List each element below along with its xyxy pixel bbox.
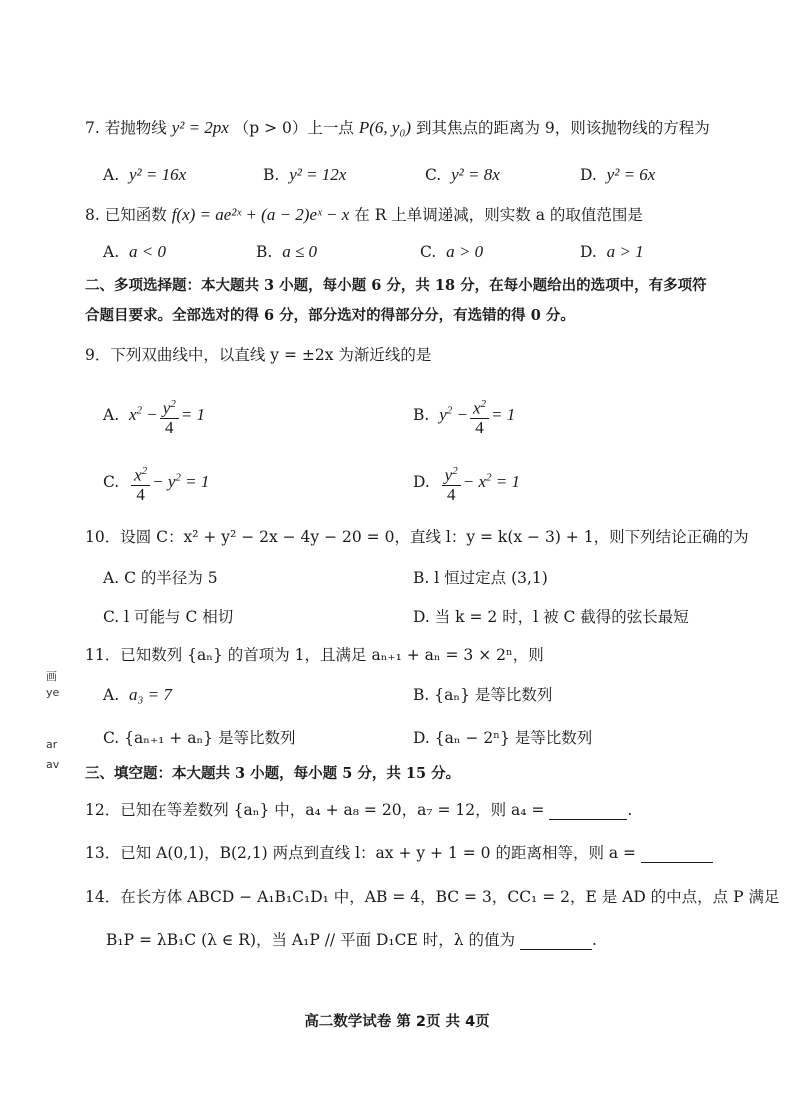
- question-12: 12．已知在等差数列 {aₙ} 中，a₄ + a₈ = 20，a₇ = 12，则 a₄ = .: [85, 801, 633, 819]
- answer-blank-13[interactable]: [641, 848, 713, 863]
- question-9-stem: 9．下列双曲线中，以直线 y = ±2x 为渐近线的是: [85, 346, 432, 364]
- q10-option-b: B. l 恒过定点 (3,1): [413, 569, 548, 587]
- margin-mark: 画: [46, 670, 57, 683]
- q8-option-c: C. a > 0: [420, 242, 484, 261]
- q11-option-d: D. {aₙ − 2ⁿ} 是等比数列: [413, 729, 593, 747]
- q9-option-c: C. $\frac{x^2}{4}$ − $y^2 = 1$: [103, 462, 209, 504]
- question-13: 13．已知 A(0,1)，B(2,1) 两点到直线 l：ax + y + 1 = 0 的距离相等，则 a =: [85, 843, 713, 863]
- q10-option-a: A. C 的半径为 5: [103, 569, 218, 587]
- section-2-heading: 二、多项选择题：本大题共 3 小题，每小题 6 分，共 18 分，在每小题给出的选项中，有多项符: [85, 277, 707, 294]
- question-8-stem: 8. 已知函数 f(x) = ae²ˣ + (a − 2)eˣ − x 在 R 上单调递减，则实数 a 的取值范围是: [85, 205, 643, 224]
- section-2-instructions: 合题目要求。全部选对的得 6 分，部分选对的得部分分，有选错的得 0 分。: [85, 307, 575, 324]
- q11-option-a: A. a₃ = 7: [103, 685, 172, 704]
- q8-option-d: D. a > 1: [580, 242, 644, 261]
- q9-option-d: D. $\frac{y^2}{4}$ − $x^2 = 1$: [413, 462, 520, 504]
- q7-option-d: D. y² = 6x: [580, 165, 656, 184]
- q9-option-a: A. $x^2$ − $\frac{y^2}{4}$ = 1: [103, 395, 205, 437]
- question-11-stem: 11．已知数列 {aₙ} 的首项为 1，且满足 aₙ₊₁ + aₙ = 3 × 2ⁿ，则: [85, 646, 544, 664]
- margin-mark: ar: [46, 738, 58, 751]
- question-7-stem: 7. 若抛物线 y² = 2px （p > 0）上一点 P(6, y₀) 到其焦点的距离为 9，则该抛物线的方程为: [85, 118, 710, 137]
- answer-blank-14[interactable]: [520, 935, 592, 950]
- answer-blank-12[interactable]: [549, 805, 627, 820]
- q7-option-c: C. y² = 8x: [425, 165, 500, 184]
- q10-option-d: D. 当 k = 2 时，l 被 C 截得的弦长最短: [413, 608, 689, 626]
- margin-mark: av: [46, 758, 60, 771]
- q8-option-b: B. a ≤ 0: [256, 242, 318, 261]
- page-footer: 高二数学试卷 第 2页 共 4页: [304, 1014, 490, 1030]
- q9-option-b: B. $y^2$ − $\frac{x^2}{4}$ = 1: [413, 395, 515, 437]
- question-14-line2: B₁P = λB₁C (λ ∈ R)，当 A₁P // 平面 D₁CE 时，λ 的值为 .: [106, 931, 597, 949]
- section-3-heading: 三、填空题：本大题共 3 小题，每小题 5 分，共 15 分。: [85, 765, 461, 782]
- q11-option-b: B. {aₙ} 是等比数列: [413, 686, 553, 704]
- q11-option-c: C. {aₙ₊₁ + aₙ} 是等比数列: [103, 729, 296, 747]
- question-10-stem: 10．设圆 C：x² + y² − 2x − 4y − 20 = 0，直线 l：y = k(x − 3) + 1，则下列结论正确的为: [85, 528, 749, 546]
- q8-option-a: A. a < 0: [103, 242, 166, 261]
- question-14-line1: 14．在长方体 ABCD − A₁B₁C₁D₁ 中，AB = 4，BC = 3，CC₁ = 2，E 是 AD 的中点，点 P 满足: [85, 888, 780, 906]
- margin-mark: ye: [46, 686, 60, 699]
- q7-option-a: A. y² = 16x: [103, 165, 187, 184]
- q10-option-c: C. l 可能与 C 相切: [103, 608, 234, 626]
- q7-option-b: B. y² = 12x: [263, 165, 347, 184]
